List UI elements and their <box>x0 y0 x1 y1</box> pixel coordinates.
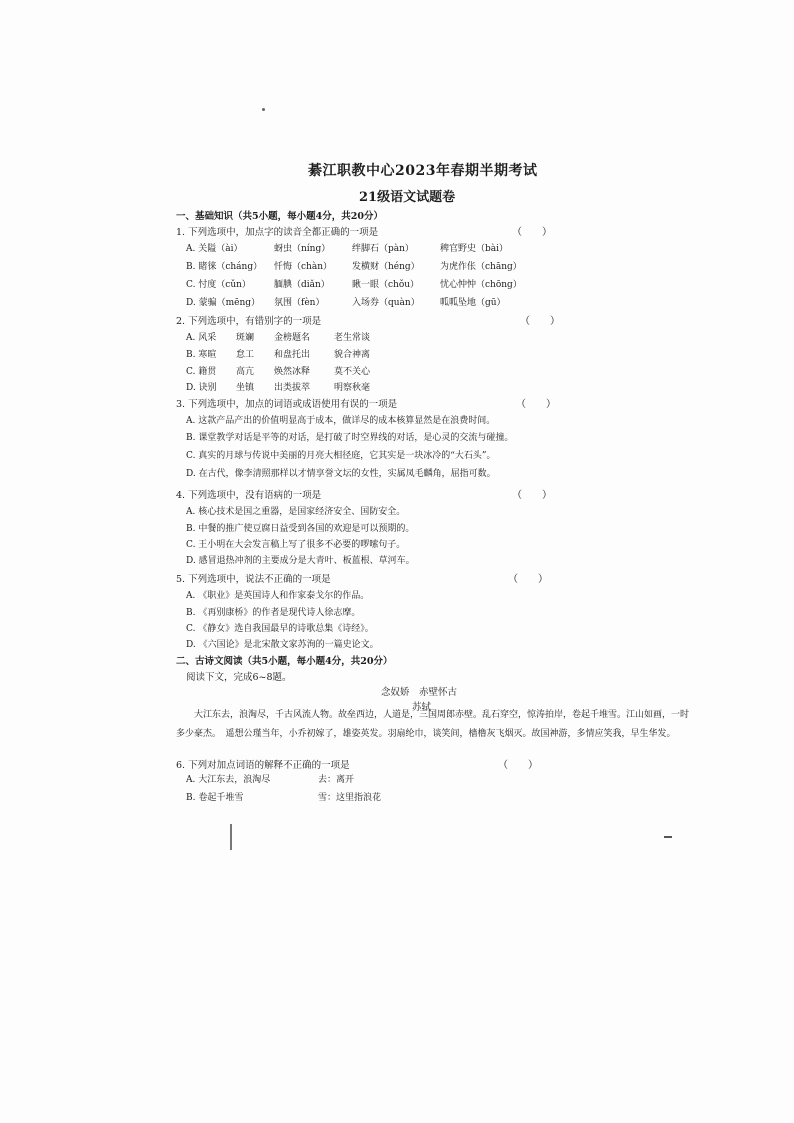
q4-option-b: B. 中餐的推广使豆腐日益受到各国的欢迎是可以预期的。 <box>186 524 415 534</box>
scan-mark <box>664 836 672 838</box>
q2-option-a-2: 斑斓 <box>236 333 255 343</box>
q1-option-d-4: 呱呱坠地（gū） <box>440 298 506 308</box>
q2-option-a-3: 金榜题名 <box>274 333 311 343</box>
q6-option-b-explain: 雪：这里指浪花 <box>318 793 382 803</box>
question-5-answer-blank: （ ） <box>508 574 548 585</box>
q2-option-d-2: 坐镇 <box>236 383 255 393</box>
q2-option-d-3: 出类拔萃 <box>274 383 311 393</box>
exam-title: 綦江职教中心2023年春期半期考试 <box>308 163 538 179</box>
q2-option-c-3: 焕然冰释 <box>274 367 311 377</box>
q6-option-b-text: B. 卷起千堆雪 <box>186 793 244 803</box>
q1-option-c-4: 忧心忡忡（chōng） <box>440 280 522 290</box>
q4-option-a: A. 核心技术是国之重器，是国家经济安全、国防安全。 <box>186 507 406 517</box>
q1-option-c-1: C. 忖度（cǔn） <box>186 280 251 290</box>
q1-option-b-4: 为虎作伥（chāng） <box>440 262 522 272</box>
question-4-stem: 4. 下列选项中，没有语病的一项是 <box>176 490 322 501</box>
scan-speck <box>262 108 265 111</box>
question-5-stem: 5. 下列选项中，说法不正确的一项是 <box>176 574 331 585</box>
q1-option-d-2: 氛围（fèn） <box>274 298 325 308</box>
poem-text: 大江东去，浪淘尽，千古风流人物。故垒西边，人道是，三国周郎赤壁。乱石穿空，惊涛拍岸，卷起千堆雪。江山如画，一时多少豪杰。 遥想公瑾当年，小乔初嫁了，雄姿英发。羽扇纶巾，谈笑间，樯橹灰飞烟灭。故国神游，多情应笑我，早生华发。 <box>176 710 690 739</box>
reading-instruction: 阅读下文，完成6~8题。 <box>186 672 292 683</box>
poem-title: 念奴娇 赤壁怀古 <box>381 687 458 698</box>
q1-option-b-2: 忏悔（chàn） <box>274 262 332 272</box>
question-2-answer-blank: （ ） <box>520 316 560 327</box>
question-2-stem: 2. 下列选项中，有错别字的一项是 <box>176 316 322 327</box>
question-6-answer-blank: （ ） <box>498 760 538 771</box>
poem-author: 苏轼 <box>412 702 432 713</box>
q2-option-b-4: 貌合神离 <box>334 350 371 360</box>
q3-option-c: C. 真实的月球与传说中美丽的月亮大相径庭，它其实是一块冰冷的“大石头”。 <box>186 451 496 461</box>
exam-subtitle: 21级语文试题卷 <box>359 190 456 205</box>
q2-option-c-1: C. 籍贯 <box>186 367 217 377</box>
q3-option-a: A. 这款产品产出的价值明显高于成本，做详尽的成本核算显然是在浪费时间。 <box>186 416 496 426</box>
section-heading-basics: 一、基础知识（共5小题，每小题4分，共20分） <box>176 211 383 222</box>
q5-option-b: B. 《再别康桥》的作者是现代诗人徐志摩。 <box>186 608 361 618</box>
q2-option-c-2: 高亢 <box>236 367 255 377</box>
q2-option-b-3: 和盘托出 <box>274 350 311 360</box>
question-1-answer-blank: （ ） <box>512 227 552 238</box>
q2-option-d-1: D. 诀别 <box>186 383 217 393</box>
q1-option-c-2: 腼腆（diǎn） <box>274 280 330 290</box>
q2-option-b-2: 怠工 <box>236 350 255 360</box>
q2-option-a-1: A. 风采 <box>186 333 217 343</box>
q2-option-c-4: 莫不关心 <box>334 367 371 377</box>
question-3-answer-blank: （ ） <box>516 399 556 410</box>
q1-option-a-4: 稗官野史（bài） <box>440 244 509 254</box>
q3-option-d: D. 在古代，像李清照那样以才情享誉文坛的女性，实属凤毛麟角，屈指可数。 <box>186 469 496 479</box>
q1-option-a-1: A. 关隘（ài） <box>186 244 243 254</box>
q4-option-d: D. 感冒退热冲剂的主要成分是大青叶、板蓝根、草河车。 <box>186 556 415 566</box>
q2-option-a-4: 老生常谈 <box>334 333 371 343</box>
q4-option-c: C. 王小明在大会发言稿上写了很多不必要的啰嗦句子。 <box>186 540 406 550</box>
q1-option-c-3: 瞅一眼（chǒu） <box>352 280 420 290</box>
question-1-stem: 1. 下列选项中，加点字的读音全都正确的一项是 <box>176 227 379 238</box>
q5-option-c: C. 《静女》选自我国最早的诗歌总集《诗经》。 <box>186 624 374 634</box>
q1-option-a-3: 绊脚石（pàn） <box>352 244 414 254</box>
scan-mark <box>230 824 232 850</box>
question-4-answer-blank: （ ） <box>512 490 552 501</box>
q6-option-a-explain: 去：离开 <box>318 775 355 785</box>
q5-option-a: A. 《职业》是英国诗人和作家泰戈尔的作品。 <box>186 591 370 601</box>
section-heading-classical: 二、古诗文阅读（共5小题，每小题4分，共20分） <box>176 656 393 667</box>
q1-option-d-3: 入场券（quàn） <box>352 298 420 308</box>
q1-option-b-3: 发横财（héng） <box>352 262 420 272</box>
question-6-stem: 6. 下列对加点词语的解释不正确的一项是 <box>176 760 350 771</box>
q1-option-a-2: 蚜虫（níng） <box>274 244 331 254</box>
question-3-stem: 3. 下列选项中，加点的词语或成语使用有误的一项是 <box>176 399 398 410</box>
q6-option-a-text: A. 大江东去，浪淘尽 <box>186 775 271 785</box>
q1-option-b-1: B. 睹徕（cháng） <box>186 262 263 272</box>
q2-option-b-1: B. 寒暄 <box>186 350 217 360</box>
q5-option-d: D. 《六国论》是北宋散文家苏洵的一篇史论文。 <box>186 640 379 650</box>
q2-option-d-4: 明察秋毫 <box>334 383 371 393</box>
q3-option-b: B. 课堂教学对话是平等的对话，是打破了时空界线的对话，是心灵的交流与碰撞。 <box>186 433 514 443</box>
q1-option-d-1: D. 蒙骗（mēng） <box>186 298 261 308</box>
